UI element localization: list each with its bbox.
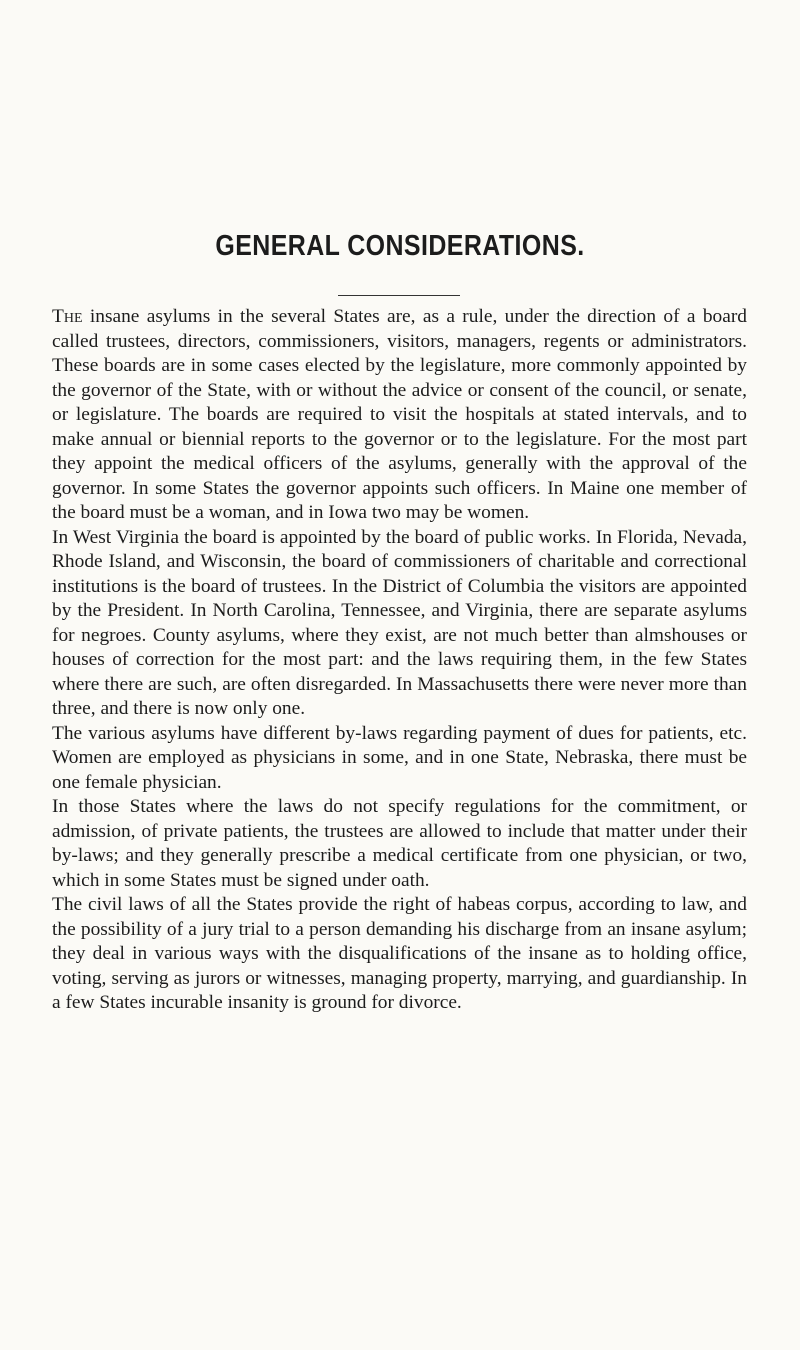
paragraph-3 [52, 722, 747, 796]
paragraph-1 [52, 305, 747, 526]
paragraph-2 [52, 526, 747, 722]
paragraph-text: In West Virginia the board is appointed by the board of public works. In Florida, Nevada, Rhode Island, and Wisconsin, the board of commissioners of charitable and correctional institutions is the board of trustees. In the District of Columbia the visitors are appointed by the President. In North Carolina, Tennessee, and Virginia, there are separate asylums for negroes. County asylums, where they exist, are not much better than almshouses or houses of correction for the most part: and the laws requiring them, in the few States where there are such, are often disregarded. In Massachusetts there were never more than three, and there is now only one. [52, 526, 747, 719]
paragraph-lead-word: The [52, 306, 83, 327]
paragraph-4 [52, 795, 747, 893]
chapter-heading: GENERAL CONSIDERATIONS. [215, 230, 585, 262]
body-text [52, 305, 747, 1016]
paragraph-text: The various asylums have different by-laws regarding payment of dues for patients, etc. Women are employed as physicians in some, and in one State, Nebraska, there must be one female physician. [52, 722, 747, 793]
paragraph-text: In those States where the laws do not specify regulations for the commitment, or admission, of private patients, the trustees are allowed to include that matter under their by-laws; and they generally prescribe a medical certificate from one physician, or two, which in some States must be signed under oath. [52, 796, 747, 891]
heading-rule [338, 295, 460, 296]
paragraph-text: The civil laws of all the States provide the right of habeas corpus, according to law, and the possibility of a jury trial to a person demanding his discharge from an insane asylum; they deal in various ways with the disqualifications of the insane as to holding office, voting, serving as jurors or witnesses, managing property, marrying, and guardianship. In a few States incurable insanity is ground for divorce. [52, 894, 747, 1013]
paragraph-5 [52, 893, 747, 1016]
paragraph-text: insane asylums in the several States are, as a rule, under the direction of a board called trustees, directors, commissioners, visitors, managers, regents or administrators. These boards are in some cases elected by the legislature, more commonly appointed by the governor of the State, with or without the advice or consent of the council, or senate, or legislature. The boards are required to visit the hospitals at stated intervals, and to make annual or biennial reports to the governor or to the legislature. For the most part they appoint the medical officers of the asylums, generally with the approval of the governor. In some States the governor appoints such officers. In Maine one member of the board must be a woman, and in Iowa two may be women. [52, 306, 747, 523]
